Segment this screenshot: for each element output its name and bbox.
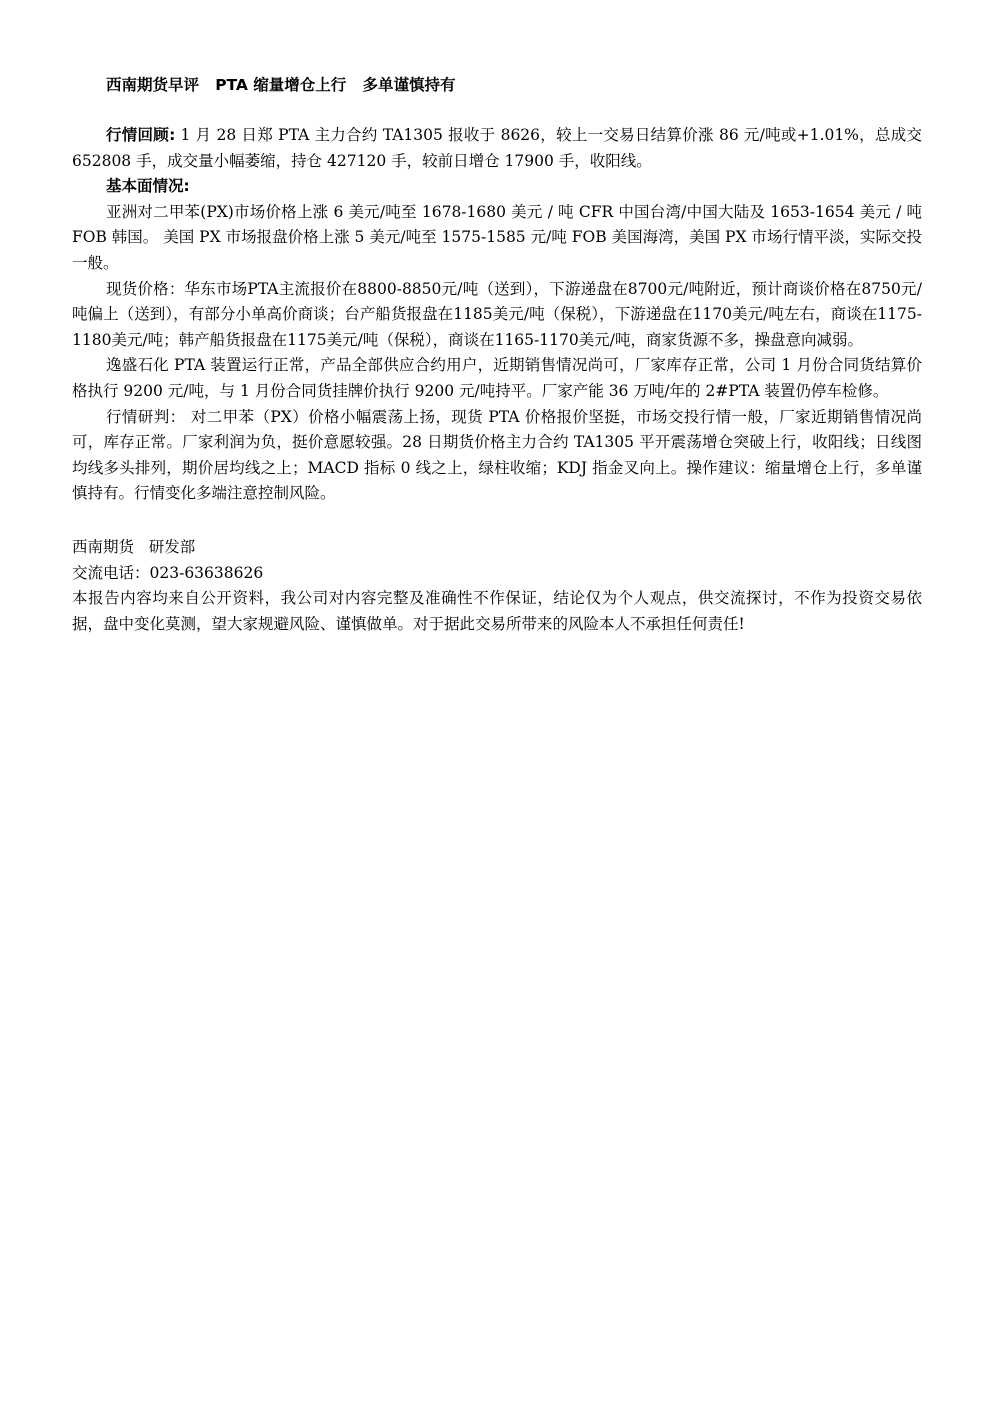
px-market-paragraph: 亚洲对二甲苯(PX)市场价格上涨 6 美元/吨至 1678-1680 美元 / 吨 CFR 中国台湾/中国大陆及 1653-1654 美元 / 吨 FOB 韩国。 美国 PX 市场报盘价格上涨 5 美元/吨至 1575-1585 元/吨 FOB 美国海湾，美国 PX 市场行情平淡，实际交投一般。: [72, 202, 922, 272]
market-analysis-paragraph: 行情研判： 对二甲苯（PX）价格小幅震荡上扬，现货 PTA 价格报价坚挺，市场交投行情一般，厂家近期销售情况尚可，库存正常。厂家利润为负，挺价意愿较强。28 日期货价格主力合约 TA1305 平开震荡增仓突破上行，收阳线；日线图均线多头排列，期价居均线之上；MACD 指标 0 线之上，绿柱收缩；KDJ 指金叉向上。操作建议：缩量增仓上行，多单谨慎持有。行情变化多端注意控制风险。: [72, 407, 922, 503]
market-review-text: 1 月 28 日郑 PTA 主力合约 TA1305 报收于 8626，较上一交易日结算价涨 86 元/吨或+1.01%，总成交 652808 手，成交量小幅萎缩，持仓 427120 手，较前日增仓 17900 手，收阳线。: [72, 126, 922, 170]
report-footer: [72, 535, 922, 637]
market-review-heading: 行情回顾:: [106, 126, 176, 144]
footer-org: 西南期货 研发部: [72, 537, 196, 556]
footer-disclaimer: 本报告内容均来自公开资料，我公司对内容完整及准确性不作保证，结论仅为个人观点，供交流探讨，不作为投资交易依据，盘中变化莫测，望大家规避风险、谨慎做单。对于据此交易所带来的风险本人不承担任何责任!: [72, 589, 922, 633]
report-title: 西南期货早评 PTA 缩量增仓上行 多单谨慎持有: [106, 76, 456, 94]
fundamentals-heading: 基本面情况:: [106, 177, 190, 196]
spacer: [72, 98, 922, 123]
fundamentals-heading-line: [72, 174, 922, 200]
footer-phone: 交流电话：023-63638626: [72, 563, 264, 582]
report-page: [72, 72, 922, 637]
market-review-paragraph: [72, 123, 922, 174]
yisheng-plant-paragraph: 逸盛石化 PTA 装置运行正常，产品全部供应合约用户，近期销售情况尚可，厂家库存正常，公司 1 月份合同货结算价格执行 9200 元/吨，与 1 月份合同货挂牌价执行 9200 元/吨持平。厂家产能 36 万吨/年的 2#PTA 装置仍停车检修。: [72, 356, 922, 400]
spot-price-paragraph: 现货价格：华东市场PTA主流报价在8800-8850元/吨（送到），下游递盘在8700元/吨附近，预计商谈价格在8750元/吨偏上（送到），有部分小单高价商谈；台产船货报盘在1185美元/吨（保税），下游递盘在1170美元/吨左右，商谈在1175-1180美元/吨；韩产船货报盘在1175美元/吨（保税），商谈在1165-1170美元/吨，商家货源不多，操盘意向减弱。: [72, 279, 922, 349]
